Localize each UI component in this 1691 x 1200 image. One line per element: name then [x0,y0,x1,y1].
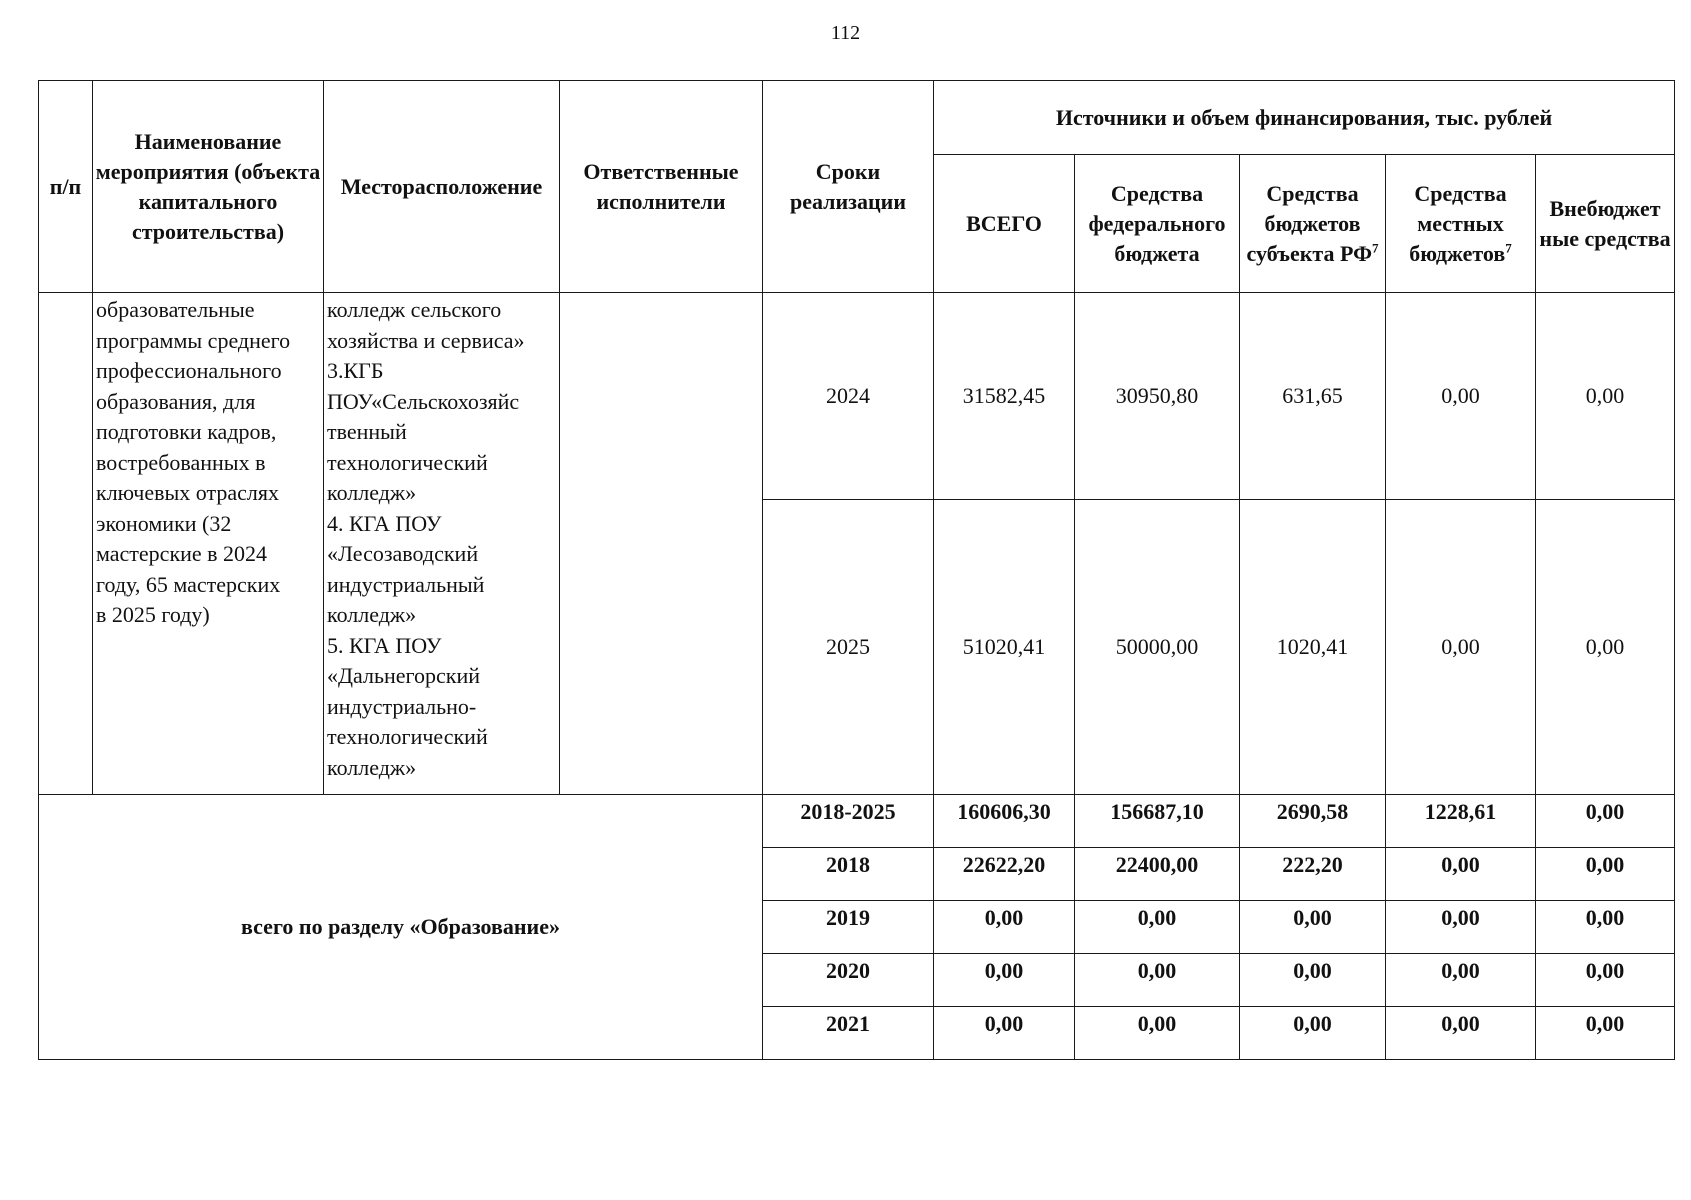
header-subject [1240,155,1386,293]
federal-cell: 0,00 [1075,901,1240,954]
entry-name-line: образования, для [96,388,256,414]
entry-location-line: технологический [327,724,488,749]
header-executors: Ответственные исполнители [560,81,763,293]
entry-location-line: колледж» [327,602,417,627]
local-cell: 0,00 [1386,954,1536,1007]
extrabudget-cell: 0,00 [1536,848,1675,901]
header-extrabudget: Внебюджет ные средства [1536,155,1675,293]
entry-name-line: программы среднего [96,327,291,353]
entry-name-line: году, 65 мастерских [96,571,281,597]
header-subject-footnote: 7 [1371,240,1379,256]
year-cell: 2018-2025 [763,795,934,848]
extrabudget-cell: 0,00 [1536,500,1675,795]
entry-location-line: «Лесозаводский [327,541,479,566]
entry-location-line: колледж сельского [327,297,502,322]
entry-name-line: мастерские в 2024 [96,541,268,566]
total-row [39,795,1675,848]
year-cell: 2018 [763,848,934,901]
table-row [39,293,1675,500]
header-subject-label: Средства бюджетов субъекта РФ [1246,180,1372,266]
header-local-label: Средства местных бюджетов [1409,180,1507,266]
entry-location-line: твенный [327,419,407,444]
entry-number-cell [39,293,93,795]
total-cell: 0,00 [934,901,1075,954]
entry-location-line: индустриальный [327,571,485,597]
extrabudget-cell: 0,00 [1536,1007,1675,1060]
header-federal: Средства федерального бюджета [1075,155,1240,293]
total-cell: 0,00 [934,954,1075,1007]
local-cell: 0,00 [1386,848,1536,901]
entry-location-line: 5. КГА ПОУ [327,632,442,658]
header-financing: Источники и объем финансирования, тыс. рублей [934,81,1675,155]
entry-location-line: 3.КГБ [327,358,384,383]
entry-location-line: колледж» [327,480,417,505]
entry-name-cell [93,293,324,795]
local-cell: 0,00 [1386,901,1536,954]
extrabudget-cell: 0,00 [1536,901,1675,954]
subject-cell: 0,00 [1240,954,1386,1007]
year-cell: 2025 [763,500,934,795]
entry-name-line: профессионального [96,358,282,383]
extrabudget-cell: 0,00 [1536,954,1675,1007]
federal-cell: 0,00 [1075,954,1240,1007]
header-location: Месторасположение [324,81,560,293]
federal-cell: 30950,80 [1075,293,1240,500]
total-cell: 0,00 [934,1007,1075,1060]
subject-cell: 631,65 [1240,293,1386,500]
local-cell: 0,00 [1386,293,1536,500]
subject-cell: 1020,41 [1240,500,1386,795]
year-cell: 2020 [763,954,934,1007]
federal-cell: 0,00 [1075,1007,1240,1060]
header-local-footnote: 7 [1505,240,1512,256]
entry-location-line: колледж» [327,754,417,780]
subject-cell: 0,00 [1240,901,1386,954]
entry-name-line: в 2025 году) [96,602,210,627]
year-cell: 2021 [763,1007,934,1060]
header-total: ВСЕГО [934,155,1075,293]
total-cell: 22622,20 [934,848,1075,901]
header-terms: Сроки реализации [763,81,934,293]
entry-location-line: индустриально- [327,693,477,719]
entry-name-line: востребованных в [96,449,266,475]
total-cell: 160606,30 [934,795,1075,848]
entry-name-line: образовательные [96,297,255,322]
extrabudget-cell: 0,00 [1536,293,1675,500]
entry-location-line: хозяйства и сервиса» [327,327,525,353]
total-cell: 31582,45 [934,293,1075,500]
entry-location-line: технологический [327,449,488,475]
entry-location-cell [324,293,560,795]
year-cell: 2024 [763,293,934,500]
financing-table [38,80,1675,1060]
local-cell: 1228,61 [1386,795,1536,848]
federal-cell: 156687,10 [1075,795,1240,848]
subject-cell: 2690,58 [1240,795,1386,848]
header-number: п/п [39,81,93,293]
total-cell: 51020,41 [934,500,1075,795]
subject-cell: 222,20 [1240,848,1386,901]
year-cell: 2019 [763,901,934,954]
entry-name-line: ключевых отраслях [96,480,279,505]
entry-location-line: «Дальнегорский [327,663,480,688]
entry-location-line: 4. КГА ПОУ [327,510,442,536]
entry-location-line: ПОУ«Сельскохозяйс [327,388,520,414]
subject-cell: 0,00 [1240,1007,1386,1060]
extrabudget-cell: 0,00 [1536,795,1675,848]
entry-executors-cell [560,293,763,795]
local-cell: 0,00 [1386,1007,1536,1060]
federal-cell: 22400,00 [1075,848,1240,901]
federal-cell: 50000,00 [1075,500,1240,795]
header-local [1386,155,1536,293]
entry-name-line: экономики (32 [96,510,232,536]
header-name: Наименование мероприятия (объекта капитального строительства) [93,81,324,293]
local-cell: 0,00 [1386,500,1536,795]
section-total-label: всего по разделу «Образование» [39,795,763,1060]
page-number: 112 [830,22,861,44]
entry-name-line: подготовки кадров, [96,419,277,444]
